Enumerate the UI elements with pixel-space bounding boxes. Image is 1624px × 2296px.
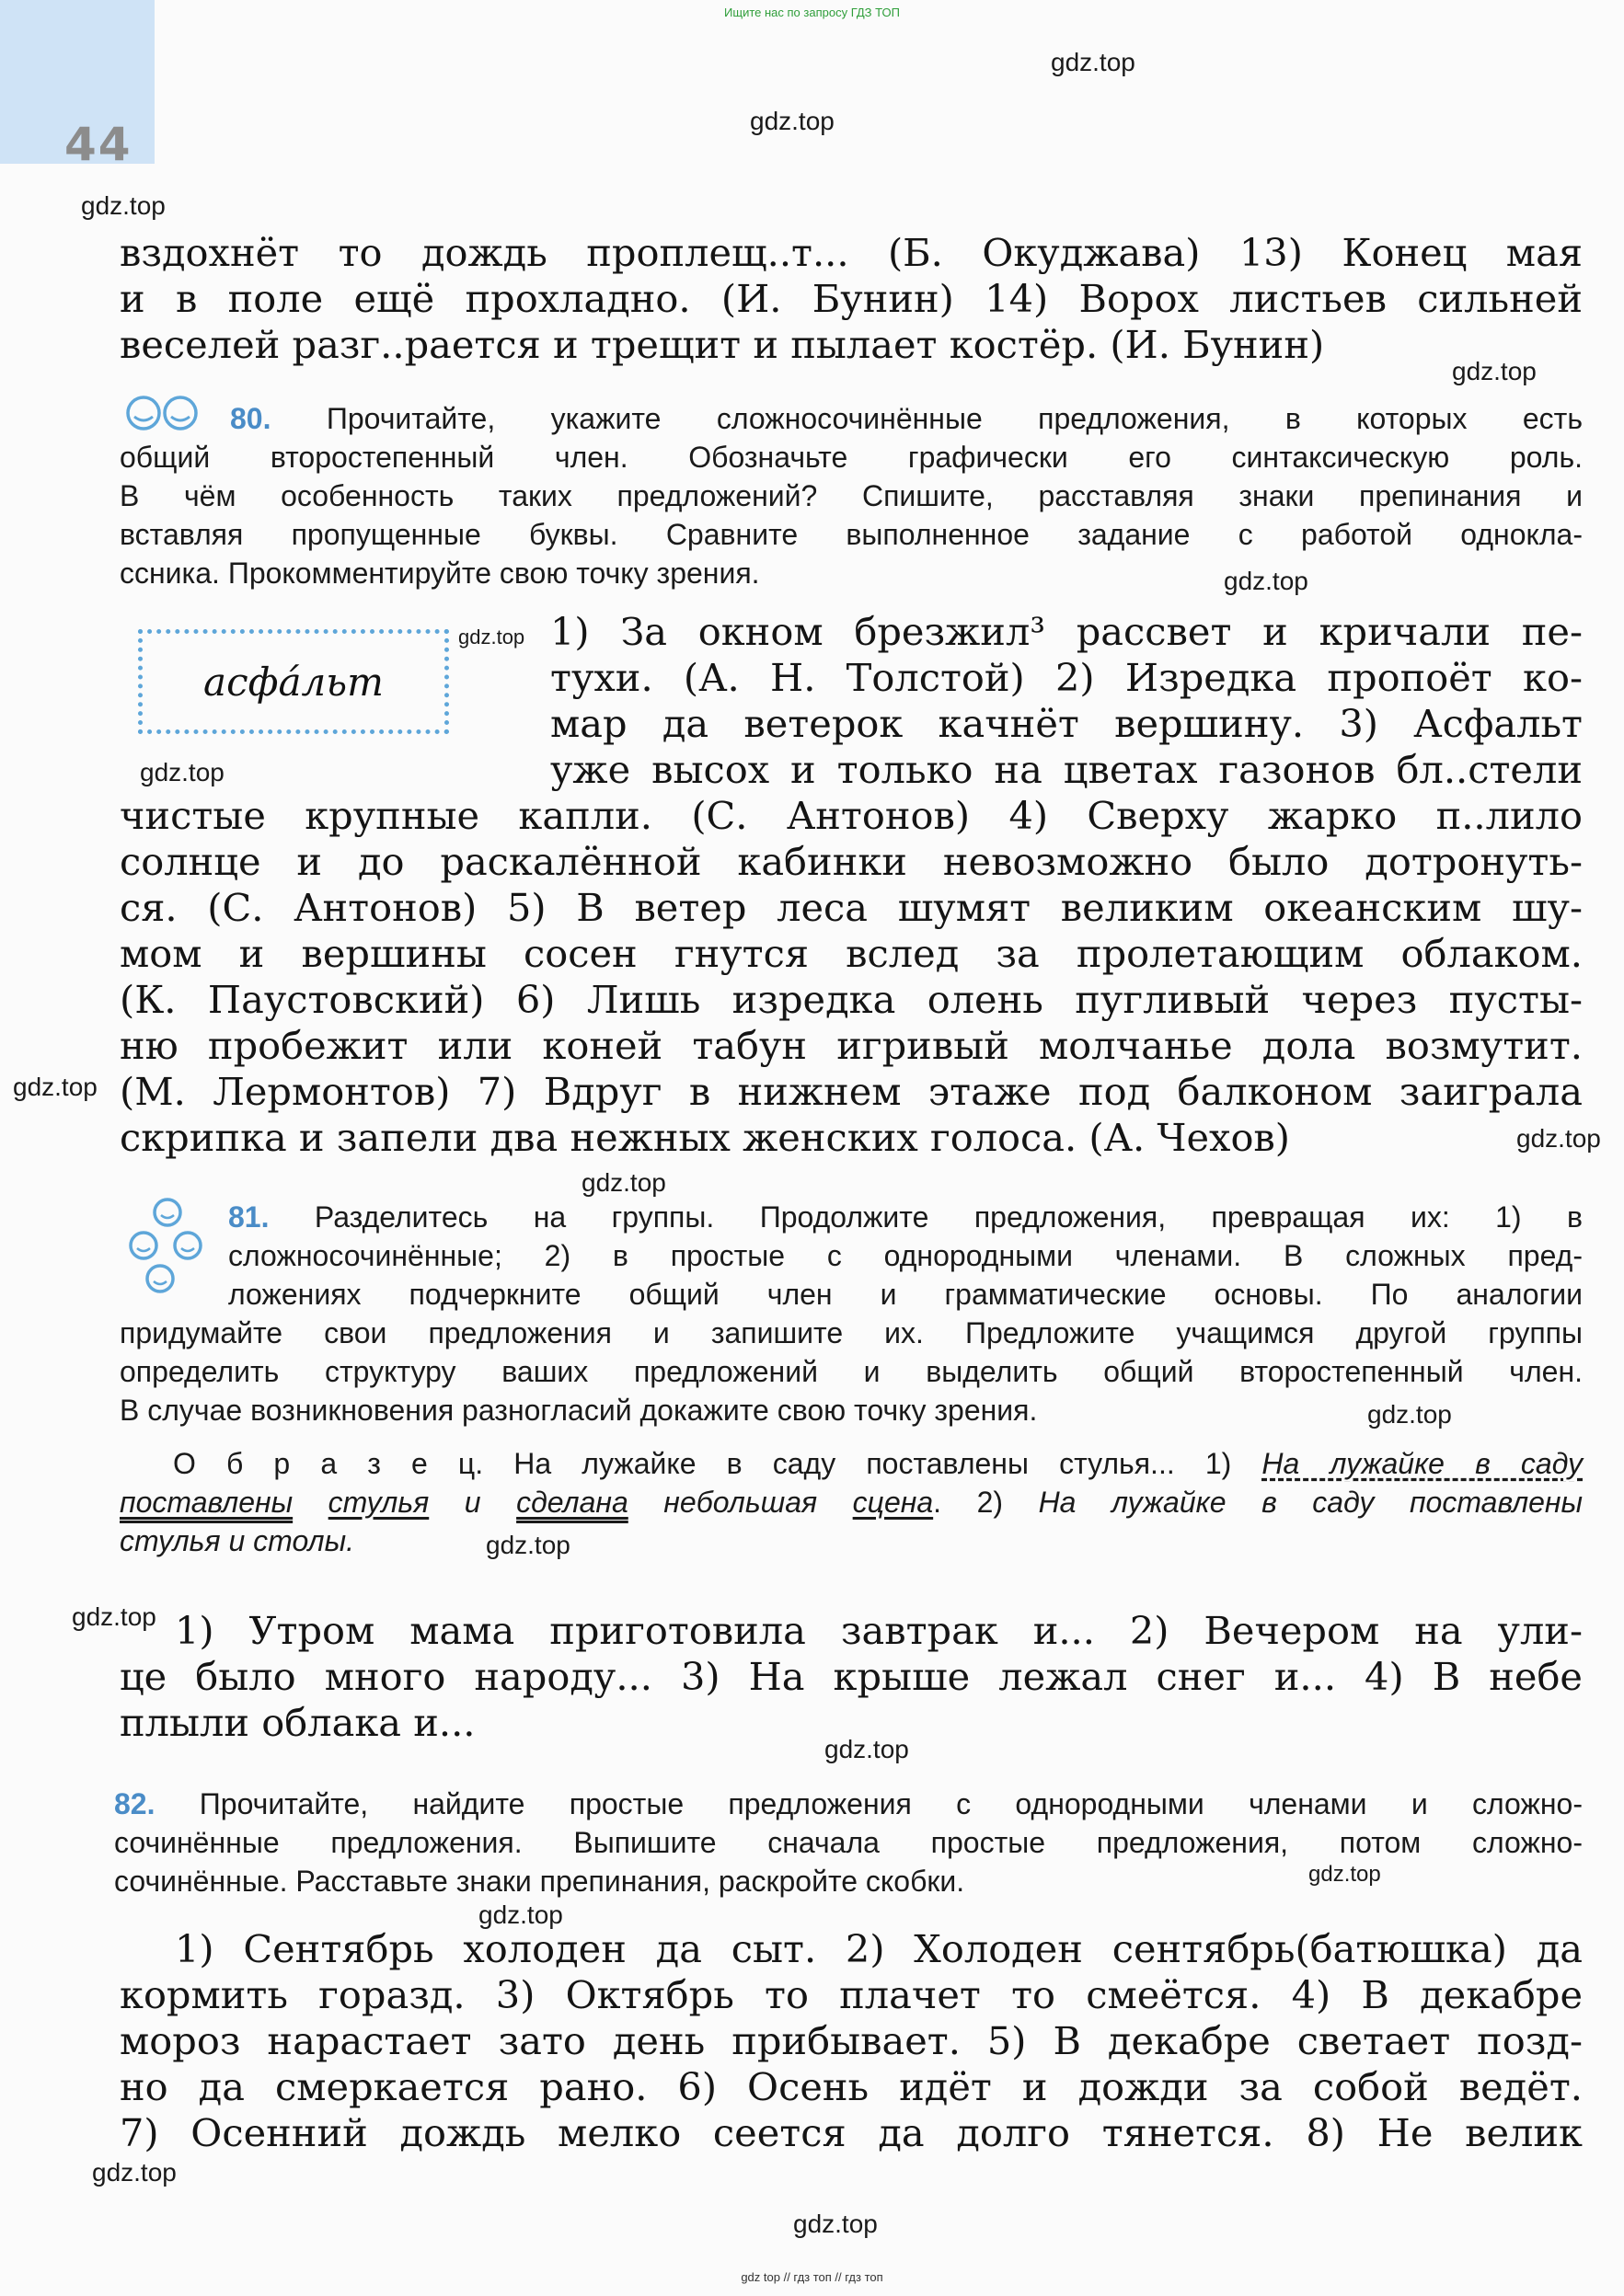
group-work-icon: [127, 1196, 212, 1299]
watermark: gdz.top: [13, 1073, 98, 1101]
task-line: сложносочинённые; 2) в простые с однородными членами. В сложных пред-: [228, 1239, 1583, 1272]
sample-line: поставлены стулья и сделана небольшая сцена. 2) На лужайке в саду поставлены: [120, 1486, 1584, 1519]
task-80-text: [120, 793, 1583, 1161]
task-line: определить структуру ваших предложений и выделить общий второстепенный член.: [120, 1355, 1583, 1388]
watermark: gdz.top: [1051, 48, 1135, 76]
text-line: кормить горазд. 3) Октябрь то плачет то смеётся. 4) В декабре: [120, 1972, 1583, 2017]
task-line: общий второстепенный член. Обозначьте графически его синтаксическую роль.: [120, 441, 1583, 474]
task-line: ложениях подчеркните общий член и грамматические основы. По аналогии: [228, 1278, 1583, 1311]
task-81-sentences: [120, 1654, 1583, 1746]
task-number: 82.: [114, 1787, 155, 1820]
watermark: gdz.top: [72, 1602, 156, 1631]
text-line: 7) Осенний дождь мелко сеется да долго тянется. 8) Не велик: [120, 2110, 1583, 2155]
text-line: 1) Сентябрь холоден да сыт. 2) Холоден сентябрь(батюшка) да: [175, 1926, 1583, 1971]
text-line: скрипка и запели два нежных женских голоса. (А. Чехов): [120, 1115, 1290, 1160]
top-watermark-note: Ищите нас по запросу ГДЗ ТОП: [724, 6, 900, 19]
sample-line: О б р а з е ц. На лужайке в саду поставлены стулья... 1) На лужайке в саду: [173, 1447, 1584, 1480]
text-line: веселей разг..рается и трещит и пылает костёр. (И. Бунин): [120, 322, 1325, 367]
text-line: тухи. (А. Н. Толстой) 2) Изредка пропоёт ко-: [550, 655, 1583, 700]
watermark: gdz.top: [1308, 1862, 1381, 1887]
task-82-text-first: [175, 1926, 1583, 1972]
vocabulary-word-box: [138, 629, 449, 734]
watermark: gdz.top: [486, 1531, 570, 1559]
text-line: и в поле ещё прохладно. (И. Бунин) 14) Ворох листьев сильней: [120, 276, 1583, 321]
watermark: gdz.top: [458, 626, 525, 649]
watermark: gdz.top: [1452, 357, 1537, 385]
task-81-instruction-top: [228, 1198, 1583, 1314]
task-line: 81. Разделитесь на группы. Продолжите предложения, превращая их: 1) в: [228, 1200, 1584, 1234]
task-line: В чём особенность таких предложений? Спишите, расставляя знаки препинания и: [120, 479, 1583, 512]
vocabulary-word: асфа́льт: [203, 659, 384, 705]
watermark: gdz.top: [582, 1168, 666, 1197]
task-81-sample: [120, 1444, 1583, 1560]
text-line: плыли облака и...: [120, 1700, 476, 1745]
watermark: gdz.top: [1224, 567, 1308, 595]
task-81-sentences-first: [175, 1608, 1583, 1654]
text-line: уже высох и только на цветах газонов бл..стели: [550, 747, 1583, 792]
task-82-text: [120, 1972, 1583, 2156]
task-number: 80.: [230, 402, 271, 435]
bottom-watermark-note: gdz top // гдз топ // гдз топ: [741, 2270, 883, 2284]
text-line: 1) Утром мама приготовила завтрак и... 2) Вечером на ули-: [175, 1608, 1583, 1653]
text-line: мар да ветерок качнёт вершину. 3) Асфальт: [550, 701, 1583, 746]
text-line: ню пробежит или коней табун игривый молчанье дола возмутит.: [120, 1023, 1583, 1068]
task-80-instruction: [120, 399, 1583, 592]
text-line: 1) За окном брезжил³ рассвет и кричали пе-: [550, 609, 1583, 654]
task-number: 81.: [228, 1200, 270, 1234]
watermark: gdz.top: [140, 758, 225, 786]
task-line: сочинённые. Расставьте знаки препинания, раскройте скобки.: [114, 1865, 965, 1898]
watermark: gdz.top: [793, 2210, 878, 2238]
text-line: мом и вершины сосен гнутся вслед за пролетающим облаком.: [120, 931, 1583, 976]
watermark: gdz.top: [824, 1735, 909, 1763]
text-line: но да смеркается рано. 6) Осень идёт и дожди за собой ведёт.: [120, 2064, 1583, 2109]
task-line: вставляя пропущенные буквы. Сравните выполненное задание с работой однокла-: [120, 518, 1583, 551]
sample-line: стулья и столы.: [120, 1524, 355, 1557]
text-line: ся. (С. Антонов) 5) В ветер леса шумят великим океанским шу-: [120, 885, 1583, 930]
text-line: (К. Паустовский) 6) Лишь изредка олень пугливый через пусты-: [120, 977, 1583, 1022]
text-line: мороз нарастает зато день прибывает. 5) В декабре светает позд-: [120, 2018, 1583, 2063]
watermark: gdz.top: [81, 191, 166, 220]
task-line: 82. Прочитайте, найдите простые предложения с однородными членами и сложно-: [114, 1787, 1584, 1820]
intro-text: [120, 230, 1583, 368]
page-number: 44: [64, 118, 132, 171]
watermark: gdz.top: [1516, 1124, 1601, 1153]
text-line: солнце и до раскалённой кабинки невозможно было дотронуть-: [120, 839, 1583, 884]
watermark: gdz.top: [92, 2158, 177, 2187]
text-line: чистые крупные капли. (С. Антонов) 4) Сверху жарко п..лило: [120, 793, 1583, 838]
text-line: вздохнёт то дождь проплещ..т... (Б. Окуджава) 13) Конец мая: [120, 230, 1583, 275]
watermark: gdz.top: [750, 107, 835, 135]
task-line: В случае возникновения разногласий докажите свою точку зрения.: [120, 1394, 1038, 1427]
task-81-instruction: [120, 1314, 1583, 1429]
task-82-instruction: [114, 1785, 1583, 1900]
task-line: придумайте свои предложения и запишите их. Предложите учащимся другой группы: [120, 1316, 1583, 1349]
task-line: сочинённые предложения. Выпишите сначала простые предложения, потом сложно-: [114, 1826, 1583, 1859]
text-line: (М. Лермонтов) 7) Вдруг в нижнем этаже под балконом заиграла: [120, 1069, 1583, 1114]
text-line: це было много народу... 3) На крыше лежал снег и... 4) В небе: [120, 1654, 1583, 1699]
task-line: ссника. Прокомментируйте свою точку зрения.: [120, 557, 760, 590]
watermark: gdz.top: [478, 1900, 563, 1929]
task-80-text-top: [550, 609, 1583, 793]
task-line: 80. Прочитайте, укажите сложносочинённые предложения, в которых есть: [230, 402, 1584, 435]
watermark: gdz.top: [1367, 1400, 1452, 1429]
